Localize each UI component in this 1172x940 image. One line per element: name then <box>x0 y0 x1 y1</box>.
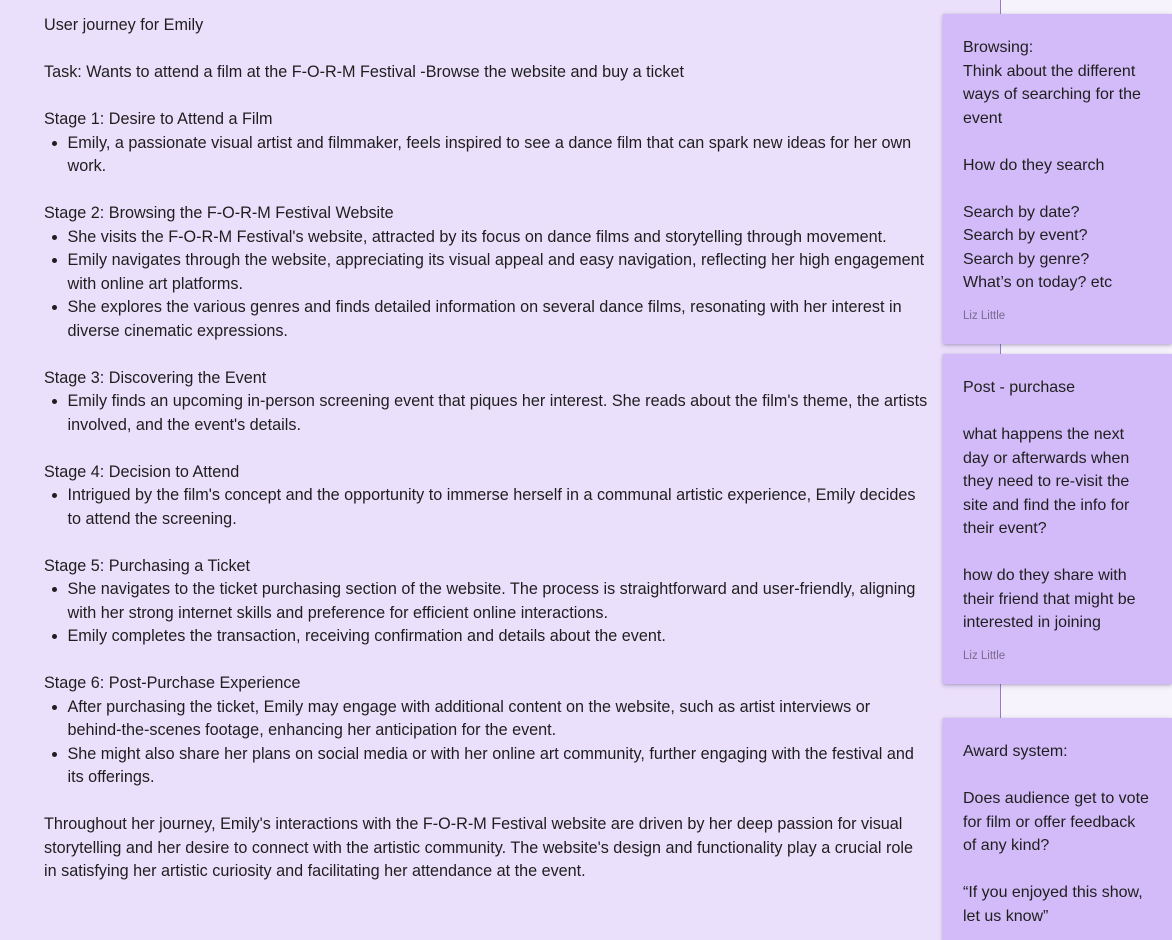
spacer <box>44 85 928 109</box>
sticky-line: what happens the next <box>963 426 1125 443</box>
sticky-line: Search by date? <box>963 203 1080 221</box>
stage-bullet: • Emily completes the transaction, receiving confirmation and details about the event. <box>68 625 929 649</box>
stage-section <box>44 672 928 790</box>
sticky-author: Liz Little <box>963 309 1006 322</box>
spacer <box>44 437 928 461</box>
stage-bullet: • After purchasing the ticket, Emily may engage with additional content on the website, such as artist interviews or behind-the-scenes footage, enhancing her anticipation for the event. <box>68 696 929 743</box>
stage-bullet-list <box>44 484 928 531</box>
spacer <box>44 38 928 62</box>
sticky-line: for film or offer feedback <box>963 813 1136 831</box>
sticky-line: site and find the info for <box>963 496 1130 514</box>
stage-heading: Stage 4: Decision to Attend <box>44 462 240 481</box>
stage-bullet: • She explores the various genres and finds detailed information on several dance films, resonating with her interest in diverse cinematic expressions. <box>68 296 929 343</box>
sticky-line: their event? <box>963 520 1047 537</box>
sticky-line: event <box>963 109 1003 127</box>
spacer <box>44 790 928 814</box>
stage-section <box>44 202 928 343</box>
sticky-line: Award system: <box>963 743 1068 760</box>
sticky-line: they need to re-visit the <box>963 473 1130 490</box>
stage-bullet: • She navigates to the ticket purchasing section of the website. The process is straightforward and user-friendly, aligning with her strong internet skills and preference for efficient online interactions. <box>68 578 929 625</box>
sticky-line: What’s on today? etc <box>963 274 1113 291</box>
stage-bullet: • She might also share her plans on social media or with her online art community, further engaging with the festival and its offerings. <box>68 743 929 790</box>
stage-bullet-list <box>44 578 928 649</box>
stage-section <box>44 555 928 649</box>
sticky-line: How do they search <box>963 156 1105 174</box>
stage-bullet: • Emily, a passionate visual artist and filmmaker, feels inspired to see a dance film that can spark new ideas for her own work. <box>68 132 929 179</box>
stage-heading: Stage 5: Purchasing a Ticket <box>44 556 251 575</box>
sticky-author: Liz Little <box>963 649 1006 662</box>
sticky-note-award-system[interactable] <box>943 718 1172 940</box>
journey-conclusion: Throughout her journey, Emily's interactions with the F-O-R-M Festival website are driven by her deep passion for visual storytelling and her desire to connect with the artistic community. The website's design and functionality play a crucial role in satisfying her artistic curiosity and facilitating her attendance at the event. <box>44 815 913 880</box>
sticky-line: let us know” <box>963 907 1049 925</box>
stage-bullet-list <box>44 696 928 790</box>
stage-heading: Stage 1: Desire to Attend a Film <box>44 110 273 128</box>
sticky-line: ways of searching for the <box>963 86 1141 103</box>
sticky-line: interested in joining <box>963 614 1101 631</box>
sticky-line: their friend that might be <box>963 590 1136 608</box>
sticky-line: Search by genre? <box>963 250 1090 268</box>
stage-bullet: • She visits the F-O-R-M Festival's website, attracted by its focus on dance films and storytelling through movement. <box>68 226 929 250</box>
sticky-line <box>963 541 1158 565</box>
stage-bullet-list <box>44 132 928 179</box>
sticky-line: of any kind? <box>963 837 1050 854</box>
stage-bullet-list <box>44 226 928 344</box>
spacer <box>44 343 928 367</box>
sticky-line: Does audience get to vote <box>963 790 1149 807</box>
stage-heading: Stage 2: Browsing the F-O-R-M Festival Website <box>44 204 394 222</box>
stage-heading: Stage 3: Discovering the Event <box>44 368 267 387</box>
sticky-line: Post - purchase <box>963 379 1076 396</box>
spacer <box>44 179 928 203</box>
sticky-note-post-purchase[interactable] <box>943 354 1172 684</box>
sticky-line: day or afterwards when <box>963 449 1130 467</box>
sticky-line <box>963 400 1158 424</box>
spacer <box>44 649 928 673</box>
document-title: User journey for Emily <box>44 16 204 34</box>
task-description: Task: Wants to attend a film at the F-O-R-M Festival -Browse the website and buy a ticket <box>44 63 684 81</box>
sticky-line: Browsing: <box>963 39 1034 56</box>
stage-bullet: • Emily finds an upcoming in-person screening event that piques her interest. She reads about the film's theme, the artists involved, and the event's details. <box>68 390 929 437</box>
sticky-line: how do they share with <box>963 567 1127 584</box>
sticky-line <box>963 130 1158 154</box>
spacer <box>44 531 928 555</box>
sticky-line: “If you enjoyed this show, <box>963 884 1143 901</box>
stage-section <box>44 461 928 532</box>
stage-section <box>44 108 928 179</box>
stage-bullet: • Emily navigates through the website, appreciating its visual appeal and easy navigation, reflecting her high engagement with online art platforms. <box>68 249 929 296</box>
sticky-note-browsing[interactable] <box>943 14 1172 344</box>
stage-bullet-list <box>44 390 928 437</box>
stage-bullet: • Intrigued by the film's concept and the opportunity to immerse herself in a communal artistic experience, Emily decides to attend the screening. <box>68 484 929 531</box>
sticky-line: Search by event? <box>963 227 1088 244</box>
sticky-line <box>963 177 1158 201</box>
sticky-line: Think about the different <box>963 62 1136 80</box>
document-text[interactable] <box>44 14 928 884</box>
stage-heading: Stage 6: Post-Purchase Experience <box>44 674 301 692</box>
stage-section <box>44 367 928 438</box>
sticky-line <box>963 764 1158 788</box>
sticky-line <box>963 858 1158 882</box>
